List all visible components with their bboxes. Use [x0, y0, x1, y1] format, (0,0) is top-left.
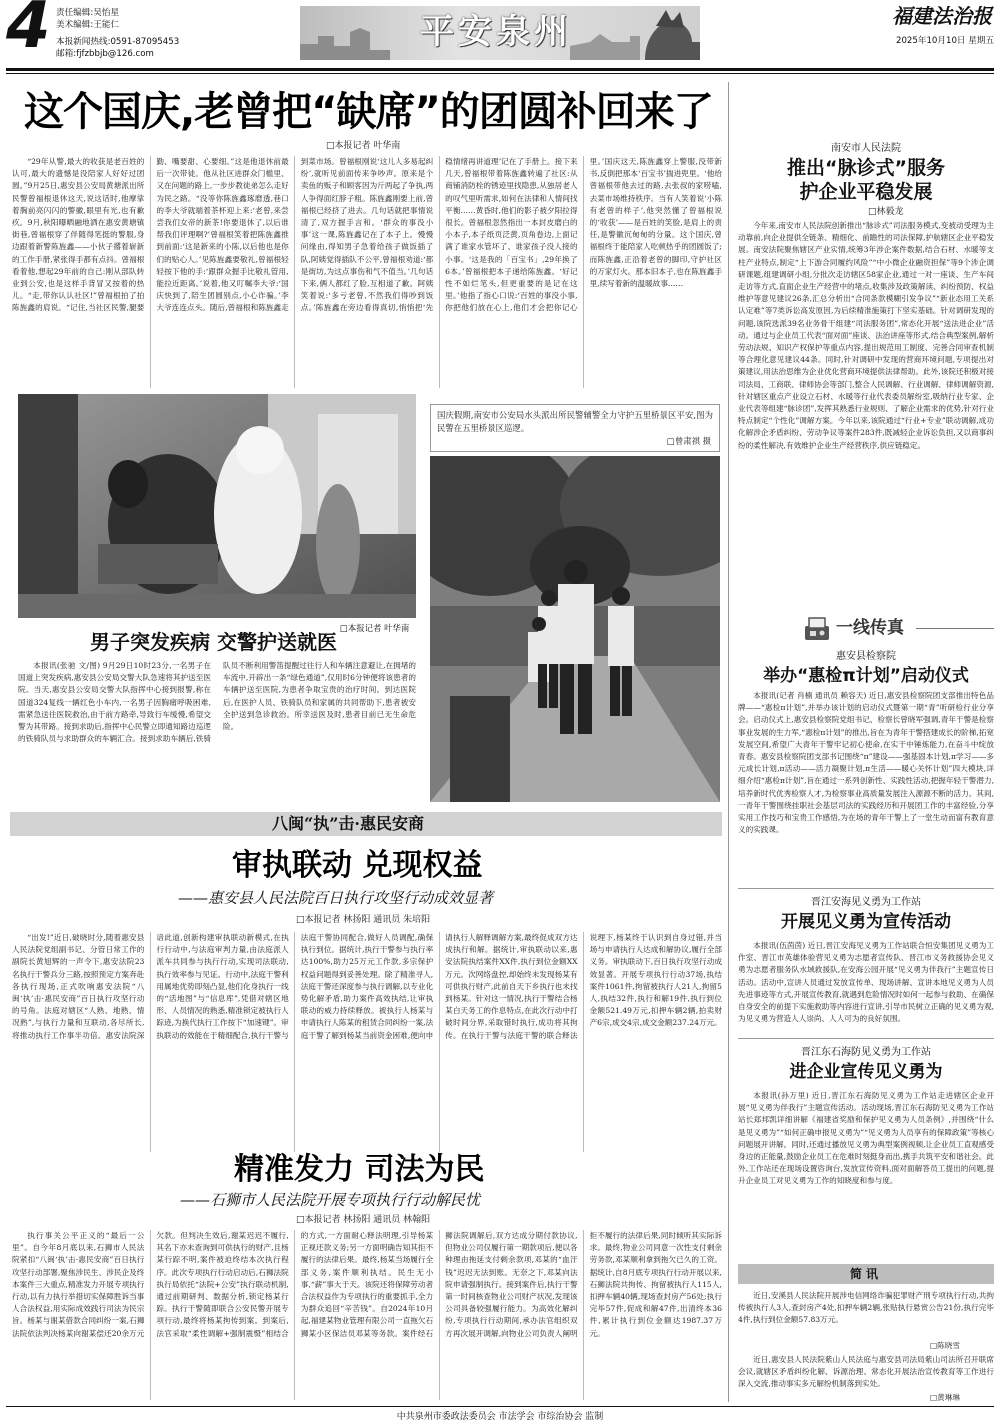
right-b-body-text: 本报讯(记者 肖楠 通讯员 赖容天) 近日,惠安县检察院团支部推出特色品牌——“惠检π计划”,并举办该计划的启动仪式暨第一期“青”听研检行业分享会。启动仪式上,惠安县检察院党组书记、检察长曾晓军强调,青年干警是检察事业发展的生力军,“惠检π计划”的推出,旨在为青年干警搭建成长的阶梯,拓宽发展空间,希望广大青年干警牢记初心使命,在实干中锤炼能力,在奋斗中绽放青春。惠安县检察院团支部书记围绕“π”建设——强基固本计划,π学习——多元成长计划,π活动——活力凝聚计划,π生活——暖心关怀计划”四大模块,详细介绍“惠检π计划”,旨在通过一系列创新性、实践性活动,把握年轻干警潜力,培养新时代优秀检察人才,为检察事业高质量发展注入源源不断的活力。其间,一青年干警围绕挂职社会基层司法的实践经历和开展团工作的丰富经验,分享实用工作技巧和宝贵工作感悟,为在场的青年干警上了一堂生动而富有教育意义的实践课。: [738, 691, 994, 835]
rescue-credit: □本报记者 叶华南: [340, 623, 410, 633]
art-editor: 美术编辑:王能仁: [56, 19, 120, 30]
right-c-headline: 开展见义勇为宣传活动: [781, 912, 951, 932]
patrol-caption-box: [430, 404, 720, 452]
photo-rescue-image: [18, 394, 416, 618]
brief-item-2-text: 近日,惠安县人民法院紫山人民法庭与惠安县司法局紫山司法所召开联席会议,就辖区矛盾纠纷化解、诉源治理、常态化开展法治宣传教育等工作进行深入交流,推动事实多元解纷机制落到实处。: [738, 1355, 994, 1389]
series-banner: [10, 812, 722, 836]
right-b-kicker: 惠安县检察院: [836, 651, 896, 662]
photo-rescue: [18, 394, 416, 618]
right-d-body-text: 本报讯(孙万里) 近日,晋江东石海防见义勇为工作站走进辖区企业开展“见义勇为伴我行”主题宣传活动。活动现场,晋江东石海防见义勇为工作站站长郑邦凯详细讲解《福建省奖励和保护见义勇为人员条例》,并围绕“什么是见义勇为”“如何正确申报见义勇为”“见义勇为人员享有的保障政策”等核心问题展开讲解。同时,还通过播放见义勇为典型案例视频,让企业员工直观感受身边的正能量,鼓励企业员工在危难时刻挺身而出,携手共筑平安和谐社会。此外,工作站还在现场设置咨询台,发放宣传资料,面对面解答员工提出的问题,提升企业员工对见义勇为工作的知晓度和参与度。: [738, 1091, 994, 1186]
rescue-title: 男子突发疾病 交警护送就医: [90, 630, 337, 654]
story-a-body-text: “出发!”近日,破晓时分,随着惠安县人民法院党组副书记、分管日常工作的副院长黄旭辉的一声令下,惠安法院23名执行干警兵分三路,按照预定方案奔赴各执行现场,正式吹响惠安法院“八闽‘执’击·惠民安商”百日执行攻坚行动的号角。法庭对辖区“人熟、地熟、情况熟”,与执行力量和互联动,各尽所长,将推动执行工作事半功倍。惠安法院深谙此道,创新构建审执联动新模式,在执行行动中,与法庭审判力量,由法庭派人派车共同参与执行行动,实现司法联动,执行效率参与见证。行动中,法庭干警利用属地优势即刻凸显,他们化身执行一线的“活地图”与“信息库”,凭借对辖区地形、人员情况的熟悉,精准锁定被执行人踪迹,为换代执行工作按下“加速键”。审执联动的效能在于精细配合,执行干警与法庭干警协同配合,做好人员调配,确保执行到位。据统计,执行干警参与执行率达100%,助力25万元工作款,多宗保护权益问题得到妥善处理。除了精准寻人,法庭干警还深度参与执行调解,以专业化势化解矛盾,助力案件高效执结,让审执联动的威力持续释放。被执行人杨某与申请执行人陈某的租赁合同纠纷一案,法庭干警了解到杨某当前资金困难,便向申请执行人解释调解方案,最终促成双方达成执行和解。据统计,审执联动以来,惠安法院执结案件XX件,执行到位金额XX万元。次网络盘控,却始终未发现杨某有可供执行财产,此前自天下乡执行也未找到杨某。针对这一情况,执行干警结合杨某白天务工的作息特点,在此次行动中打破时间分界,采取错时执行,成功将其拘传。在执行干警与法庭干警的联合释法说理下,杨某终于认识到自身过错,并当场与申请执行人达成和解协议,履行全部义务。审执联动下,百日执行攻坚行动成效显著。开展专项执行行动37场,执结案件1061件,拘留被执行人21人,拘留5人,执结32件,执行和解19件,执行到位金额521.49万元,扣押车辆2辆,拍卖财产6宗,成交4宗,成交金额237.24万元。: [12, 933, 722, 1040]
rescue-body: [18, 660, 416, 802]
yixian-rule: [916, 628, 994, 629]
right-a-kicker: 南安市人民法院: [831, 143, 901, 154]
lead-byline: □本报记者 叶华南: [326, 141, 401, 151]
right-a-body-text: 今年来,南安市人民法院创新推出“脉诊式”司法服务模式,变被动受理为主动靠前,向企业提供全链条、精细化、前瞻性的司法保障,护航辖区企业平稳发展。南安法院聚焦辖区产业实情,统筹3年涉企案件数据,结合石材、水暖等支柱产业特点,制定“上下游合同履约风险”“中小微企业融资担保”等9个涉企调研课题,组建调研小组,分批次走访辖区58家企业,通过一对一座谈、生产车间走访等方式,直面企业生产经营中的堵点,收集涉及政策解读、纠纷预防、权益维护等意见建议26条,汇总分析出“合同条款模糊引发争议”“新业态用工关系认定难”等7类诉讼高发原因,为后续精准施策打下坚实基础。针对调研发现的问题,该院选派39名业务骨干组建“司法服务团”,常态化开展“送法进企业”活动。通过与企业员工代表“面对面”座谈、法治讲座等形式,结合典型案例,解析劳动法规、知识产权保护等重点内容,提出规范用工制度、完善合同审查机制等合理化意见建议44条。同时,针对调研中发现的营商环境问题,专项提出对策建议,用法治思维为企业优化营商环境提供法律帮助。此外,该院还积极对接司法局、工商联、律师协会等部门,整合人民调解、行业调解、律师调解资源,针对辖区重点产业设立石材、水暖等行业代表委员解纷室,吸纳行业专家、企业代表等组建“脉诊团”,发挥其熟悉行业规则、了解企业需求的优势,针对行业特点制定“个性化”调解方案。今年以来,该院通过“行业+专业”联动调解,成功化解涉企矛盾纠纷、劳动争议等案件283件,既减轻企业诉讼负担,又以商事纠纷的柔性解决,有效维护企业生产经营秩序,供应链稳定。: [738, 221, 994, 450]
brief-item-1: [738, 1290, 994, 1340]
right-b-headline: 举办“惠检π计划”启动仪式: [763, 666, 969, 686]
editor: 责任编辑:吴怡星: [56, 8, 120, 18]
story-a-headline: 审执联动 兑现权益: [232, 848, 483, 883]
editor-info: [56, 8, 179, 60]
brief-item-2: [738, 1354, 994, 1392]
masthead: [0, 0, 1000, 80]
yixian-banner: [740, 612, 994, 646]
photo-patrol-image: [430, 456, 720, 802]
right-c-body-text: 本报讯(伍茵茵) 近日,晋江安海见义勇为工作站联合恒安集团见义勇为工作室、晋江市英雄体验营见义勇为志愿者宣传队、晋江市义务救援协会见义勇为志愿者服务队水域救援队,在安海公园开展“见义勇为伴我行”主题宣传日活动。活动中,宣讲人员通过发放宣传单、现场讲解、宣讲本地见义勇为人员先进事迹等方式,开展宣传教育,就遇到危险情况时如何一起参与救助、在确保自身安全的前提下实施救助等内容进行宣讲,引导市民树立正确的见义勇为观,为见义勇为营造人人崇尚、人人可为的良好氛围。: [738, 941, 994, 1024]
masthead-rule: [6, 68, 994, 71]
right-a-headline-2: 护企业平稳发展: [799, 181, 933, 203]
right-divider-1: [738, 888, 994, 889]
paper-name: 福建法治报: [892, 4, 992, 28]
weekday: 星期五: [968, 36, 995, 46]
story-b-headline: 精准发力 司法为民: [234, 1152, 485, 1187]
lead-headline: 这个国庆,老曾把“缺席”的团圆补回来了: [24, 89, 713, 135]
lead-body: [12, 156, 722, 388]
brief-item-1-credit: □陈晓雪: [930, 1341, 960, 1350]
story-a-subhead: ——惠安县人民法院百日执行攻坚行动成效显著: [178, 889, 494, 907]
column-divider: [728, 82, 729, 1402]
lead-body-text: “29年从警,最大的收获是老百姓的认可,最大的遗憾是没陪家人好好过团圆。”9月25日,惠安县公安局黄塘派出所民警曾福根退休这天,说这话时,他摩挲着胸前亮闪闪的警徽,眼里有光,也有歉疚。9月,秋阳曝晒融地洒在惠安黄塘镇街巷,曾福根穿了伴随得笔挺的警服,身边跟着新警陈旌鑫——小伙子撂着崭新的工作手册,紧张得手都有点抖。曾福根看着他,想起29年前的自己:刚从部队转业到公安,也是这样手背冒又按着的热儿。“走,带你认认社区!”曾福根拍了拍陈旌鑫的肩说。“记住,当社区民警,腿要勤、嘴要甜、心要细。”这是他退休前最后一次带徒。他从社区进群众门槛里、又在问题的路上,一步步教徒弟怎么走好为民之路。“没等你陈旌鑫琢磨透,巷口的李大爷就端着茶杯迎上来:‘老曾,来尝尝我们女帝的新茶!你要退休了,以后谁帮我们评理啊?’曾福根笑着把陈旌鑫推到前面:‘这是新来的小陈,以后他也是你们的贴心人。’见陈旌鑫要敬礼,曾福根轻轻按下他的手:‘跟群众握手比敬礼管用,能拉近距离。’说着,他又叮嘱李大爷:‘国庆快到了,陪生团圆别点,小心诈骗。’李大爷连连点头。随后,曾福根和陈旌鑫走到菜市场。曾福根刚说‘这儿人多易起纠纷’,就听见前面传来争吵声。原来是个卖鱼的贩子和顾客因为斤两起了争执,两人争得面红脖子粗。陈旌鑫刚要上前,曾福根已经挤了进去。几句话就把事情说清了,双方握手言和。‘群众的事没小事’这一课,陈旌鑫记在了本子上。慢慢问缘由,得知男子急着给孩子做饭插了队,阿姨觉得插队不公平,曾福根劝道:‘都是街坊,为这点事伤和气不值当。’几句话下来,俩人都红了脸,互相道了歉。阿姨笑着说:‘多亏老曾,不然我们得吵到饭点。’陈旌鑫在旁边看得真切,悄悄把‘先稳情绪再讲道理’记在了手册上。接下来几天,曾福根带着陈旌鑫转遍了社区:从商铺消防栓的锈迹里找隐患,从独居老人的叹气里听需求,如何在法律和人情间找平衡……黄昏时,他们的影子被夕阳拉得很长。曾福根忽然指出一本封皮磨白的小本子,本子纸页泛黄,页角卷边,上面记满了谁家水管坏了、谁家孩子没人接的小事。‘这是我的「百宝书」,29年换了6本。’曾福根把本子递给陈旌鑫。‘好记性不如烂笔头,但更重要的是记在这里。’他指了指心口说:‘百姓的事没小事,你把他们放在心上,他们才会把你记心里。’国庆这天,陈旌鑫穿上警服,没带新书,反倒把那本‘百宝书’揣进兜里。‘他给曾福根带他去过的路,去张叔的家唠嗑,去菜市场维持秩序。当有人笑着说‘小陈有老曾的样子’,他突然懂了曾福根说的‘收获’——是百姓的笑脸,是肩上的责任,是警徽沉甸甸的分量。这个国庆,曾福根终于能陪家人吃顿热乎的团圆饭了;而陈旌鑫,正沿着老曾的脚印,守护社区的万家灯火。那本旧本子,也在陈旌鑫手里,续写着新的温暖故事……: [12, 157, 722, 313]
right-a-body: [738, 220, 994, 600]
story-b-byline: □本报记者 林扬阳 通讯员 林翰阳: [296, 1215, 431, 1225]
story-a-body: [12, 932, 722, 1152]
yixian-label: 一线传真: [836, 618, 904, 638]
story-a-byline: □本报记者 林扬阳 通讯员 朱培阳: [296, 915, 431, 925]
patrol-caption: 国庆假期,南安市公安局水头派出所民警辅警全力守护五里桥景区平安,图为民警在五里桥景区巡逻。: [437, 410, 713, 433]
right-a-byline: □林毅龙: [868, 207, 904, 217]
right-d-headline: 进企业宣传见义勇为: [789, 1062, 943, 1082]
brief-item-2-credit: □黄琳琳: [930, 1393, 960, 1402]
page-number: 4: [6, 0, 51, 63]
footer-rule: [6, 1406, 994, 1407]
right-divider-2: [738, 1038, 994, 1039]
right-d-kicker: 晋江东石海防见义勇为工作站: [801, 1047, 931, 1058]
hotline: 本报新闻热线:0591-87095453: [56, 37, 180, 48]
email: 邮箱:fjfzbbjb@126.com: [56, 48, 154, 59]
story-b-subhead: ——石狮市人民法院开展专项执行行动解民忧: [180, 1191, 481, 1209]
patrol-credit: □曾肃祺 摄: [666, 436, 711, 446]
issue-date: [896, 34, 994, 46]
brief-banner: [738, 1264, 994, 1284]
story-b-body: [12, 1230, 722, 1400]
date: 2025年10月10日: [896, 36, 966, 46]
section-title: 平安泉州: [420, 12, 572, 52]
fax-icon: [802, 614, 832, 644]
right-d-body: [738, 1090, 994, 1256]
right-c-kicker: 晋江安海见义勇为工作站: [811, 897, 921, 908]
footer-text: 中共泉州市委政法委员会 市法学会 市综治协会 监制: [396, 1412, 604, 1422]
brief-label: 简讯: [849, 1267, 882, 1281]
story-b-body-text: 执行事关公平正义的“最后一公里”。自今年8月底以来,石狮市人民法院紧扣“八闽‘执’击·惠民安商”百日执行攻坚行动部署,聚焦涉民生、涉民企及终本案件三大重点,精准发力开展专项执行行动,以有力执行举措切实保障胜诉当事人合法权益,用实际成效践行司法为民宗旨。杨某与谢某借款合同纠纷一案,石狮法院依法判决杨某向谢某偿还20余万元欠款。但判决生效后,谢某迟迟不履行,其名下亦未查询到可供执行的财产,且杨某行踪不明,案件被迫终结本次执行程序。此次专项执行行动启动后,石狮法院执行局依托“法院+公安”执行联动机制,通过前期研判、数据分析,锁定杨某行踪。执行干警随即联合公安民警开展专项行动,最终将杨某拘传到案。到案后,法官采取“柔性调解+强制震慑”相结合的方式,一方面耐心释法明理,引导杨某正视还款义务;另一方面明确告知其拒不履行的法律后果。最终,杨某当场履行全部义务,案件顺利执结。民生无小事,“薪”事大于天。该院还将保障劳动者合法权益作为专项执行的重要抓手,全力为群众追回“辛苦钱”。自2024年10月起,福建某物业管理有限公司一直拖欠石狮某小区保洁员邓某等务款。案件经石狮法院调解后,双方达成分期付款协议,但物业公司仅履行第一期款项后,便以各种理由拖延支付剩余款项,邓某的“血汗钱”迟迟无法到账。无奈之下,邓某向法院申请强制执行。接到案件后,执行干警第一时间核查物业公司财产状况,发现该公司具备较强履行能力。为高效化解纠纷,专项执行行动期间,承办法官组织双方再次展开调解,向物业公司负责人阐明拒不履行的法律后果,同时倾听其实际诉求。最终,物业公司同意一次性支付剩余劳务款,邓某顺利拿到拖欠已久的工资。据统计,自8月底专项执行行动开展以来,石狮法院共拘传、拘留被执行人115人,扣押车辆40辆,现场查封房产56处;执行完毕57件,促成和解47件,出清终本36件,累计执行到位金额达1987.37万元。: [12, 1231, 722, 1338]
section-banner: [300, 6, 700, 60]
right-b-body: [738, 690, 994, 882]
rescue-body-text: 本报讯(张驰 文/图) 9月29日10时23分,一名男子在国道上突发疾病,惠安县公安局交警大队急速将其护送至医院。当天,惠安县公安局交警大队指挥中心接到报警,称在国道324复线一辆红色小车内,一名男子因胸痛呼吸困难,需紧急送往医院救治,由于前方路牵,导致行车缓慢,希望交警为其带路。接到求助后,指挥中心民警立即通知路边巡逻的铁骑队员与求助群众的车辆汇合。接到求助车辆后,铁骑队员不断利用警笛提醒过往行人和车辆注意避让,在拥堵的车流中,开辟出一条“绿色通道”,仅用时6分钟便将该患者的车辆护送至医院,为患者争取宝贵的治疗时间。到达医院后,在医护人员、铁骑队员和家属的共同帮助下,患者被安全护送到急诊救治。所幸送医及时,患者目前已无生命危险。: [18, 661, 416, 744]
brief-item-1-text: 近日,安溪县人民法院开展涉电信网络诈骗犯罪财产刑专项执行行动,共拘传被执行人3人,查封房产4处,扣押车辆2辆,张贴执行悬赏公告21份,执行完毕4件,执行到位金额57.83万元。: [738, 1291, 994, 1325]
right-c-body: [738, 940, 994, 1030]
right-a-headline-1: 推出“脉诊式”服务: [787, 157, 945, 179]
photo-patrol: [430, 456, 720, 802]
series-banner-label: 八闽“执”击·惠民安商: [272, 814, 424, 833]
masthead-rule-thin: [6, 73, 994, 74]
